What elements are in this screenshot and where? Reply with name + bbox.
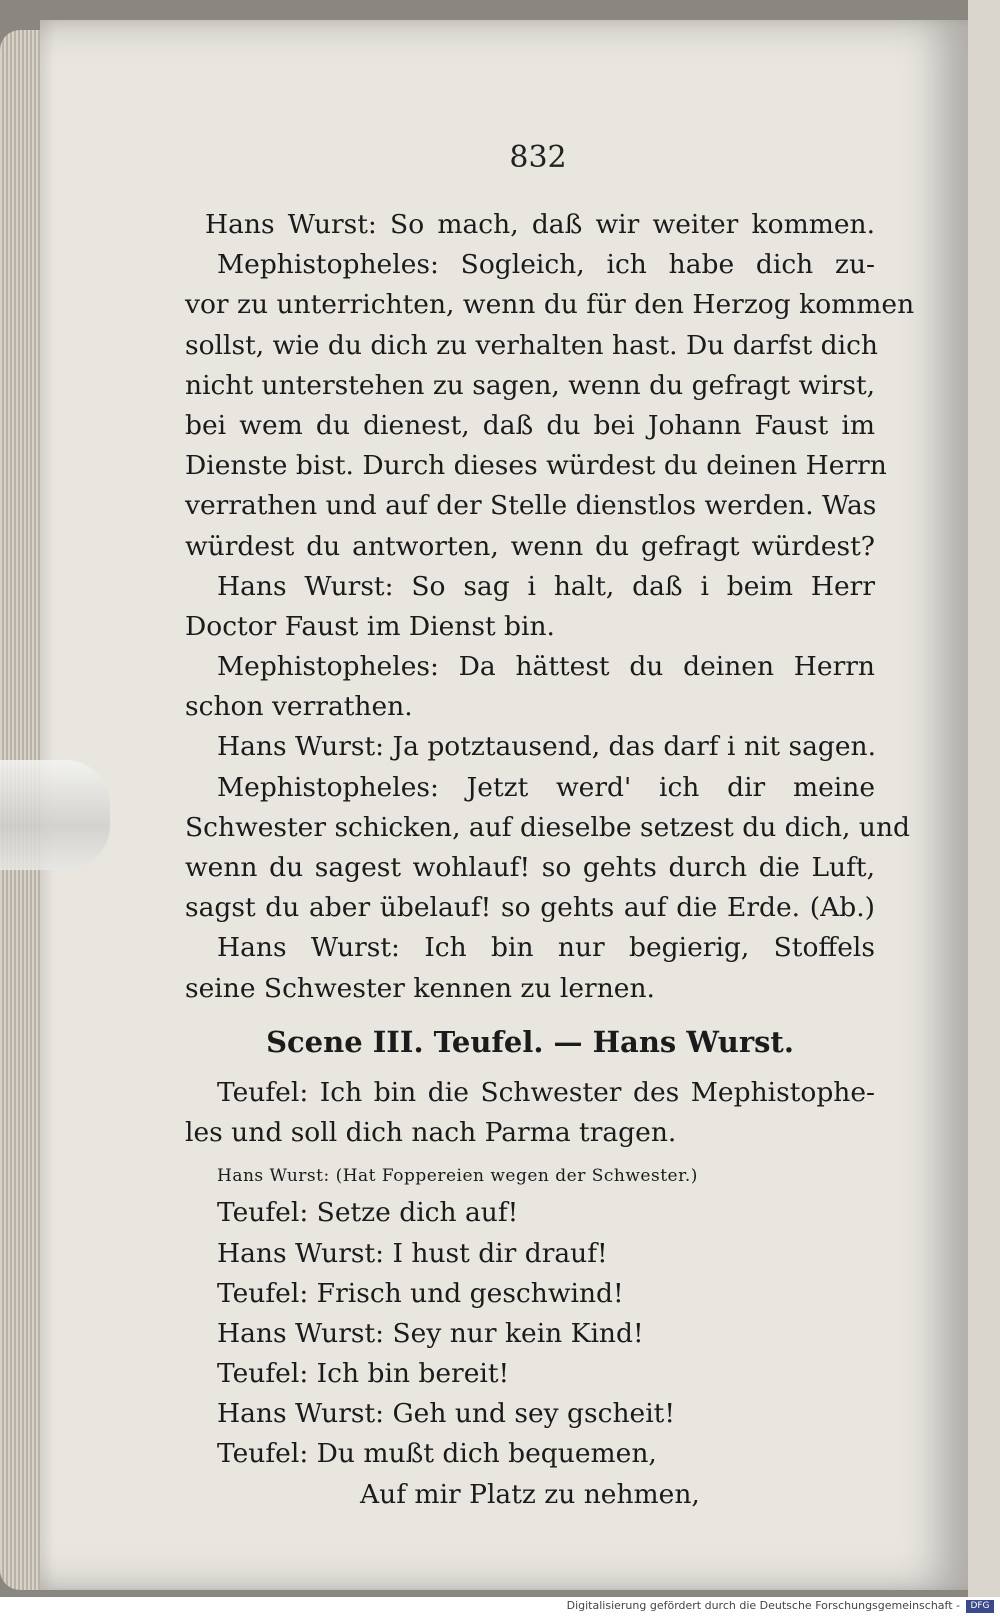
text-line: würdest du antworten, wenn du gefragt würdest?: [185, 530, 875, 562]
dfg-logo: DFG: [966, 1600, 994, 1613]
text-line: Hans Wurst: I hust dir drauf!: [217, 1237, 608, 1269]
text-line: Hans Wurst: Sey nur kein Kind!: [217, 1317, 644, 1349]
text-line: wenn du sagest wohlauf! so gehts durch die Luft,: [185, 852, 875, 883]
text-line: sagst du aber übelauf! so gehts auf die Erde. (Ab.): [185, 892, 875, 924]
text-line: Mephistopheles: Jetzt werd' ich dir meine: [217, 771, 875, 803]
facing-page-edge: [968, 0, 1000, 1600]
text-line: Teufel: Setze dich auf!: [217, 1197, 519, 1229]
text-line: Hans Wurst: So sag i halt, daß i beim Herr: [217, 570, 875, 602]
text-line: Teufel: Ich bin die Schwester des Mephistophe-: [217, 1076, 875, 1108]
text-line: Hans Wurst: Ich bin nur begierig, Stoffels: [217, 932, 875, 964]
text-line: Mephistopheles: Da hättest du deinen Herrn: [217, 651, 875, 683]
text-line: Teufel: Frisch und geschwind!: [217, 1277, 624, 1309]
text-line: seine Schwester kennen zu lernen.: [185, 972, 655, 1004]
text-line: schon verrathen.: [185, 691, 413, 723]
footer-credit: Digitalisierung gefördert durch die Deutsche Forschungsgemeinschaft -: [566, 1599, 960, 1612]
text-line: les und soll dich nach Parma tragen.: [185, 1116, 677, 1148]
text-line: Teufel: Ich bin bereit!: [217, 1358, 510, 1390]
text-line: [185, 1153, 875, 1193]
text-line: Teufel: Du mußt dich bequemen,: [217, 1438, 657, 1470]
page-text: [185, 205, 915, 1515]
text-line: vor zu unterrichten, wenn du für den Herzog kommen: [185, 289, 915, 321]
stage-direction: Hans Wurst: (Hat Foppereien wegen der Schwester.): [217, 1166, 698, 1187]
text-line: Mephistopheles: Sogleich, ich habe dich zu-: [217, 249, 875, 281]
text-line: sollst, wie du dich zu verhalten hast. Du darfst dich: [185, 329, 878, 361]
text-line: Doctor Faust im Dienst bin.: [185, 610, 555, 642]
page-number: 832: [509, 140, 567, 175]
text-line: Auf mir Platz zu nehmen,: [360, 1478, 700, 1510]
text-line: Hans Wurst: Geh und sey gscheit!: [217, 1398, 675, 1430]
text-line: verrathen und auf der Stelle dienstlos werden. Was: [185, 490, 877, 522]
text-line: nicht unterstehen zu sagen, wenn du gefragt wirst,: [185, 369, 876, 401]
text-line: bei wem du dienest, daß du bei Johann Faust im: [185, 409, 875, 441]
text-line: Schwester schicken, auf dieselbe setzest du dich, und: [185, 811, 910, 843]
text-line: Hans Wurst: Ja potztausend, das darf i nit sagen.: [217, 731, 877, 763]
page-clip: [0, 760, 110, 870]
text-line: Dienste bist. Durch dieses würdest du deinen Herrn: [185, 450, 887, 482]
scene-heading: Scene III. Teufel. — Hans Wurst.: [266, 1024, 794, 1059]
text-line: Hans Wurst: So mach, daß wir weiter kommen.: [205, 209, 875, 240]
